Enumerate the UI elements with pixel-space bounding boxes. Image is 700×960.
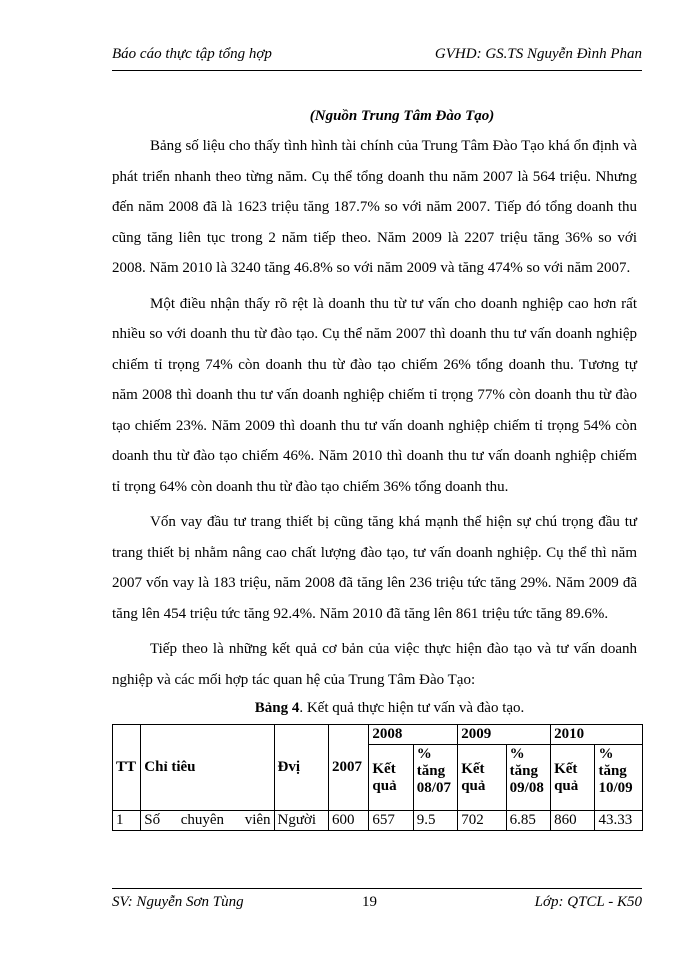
col-header-chitieu: Chỉ tiêu — [141, 725, 274, 811]
cell-tang-2008: 9.5 — [413, 811, 457, 831]
source-note: (Nguồn Trung Tâm Đào Tạo) — [309, 108, 495, 124]
footer-class: Lớp: QTCL - K50 — [534, 894, 642, 910]
paragraph-finance: Bảng số liệu cho thấy tình hình tài chính của Trung Tâm Đào Tạo khá ổn định và phát triển nhanh theo từng năm. Cụ thể tổng doanh thu năm 2007 là 564 triệu. Nhưng đến năm 2008 đã là 1623 triệu tăng 187.7% so với năm 2007. Tiếp đó tổng doanh thu cũng tăng liên tục trong 2 năm tiếp theo. Năm 2009 là 2207 triệu tăng 36% so với 2008. Năm 2010 là 3240 tăng 46.8% so với năm 2009 và tăng 474% so với năm 2007. — [112, 138, 637, 276]
col-header-2009: 2009 — [458, 725, 551, 745]
header-report-title: Báo cáo thực tập tổng hợp — [112, 46, 272, 62]
col-header-dvi: Đvị — [274, 725, 329, 811]
page-header — [112, 40, 642, 71]
sub-header-tang-0807: % tăng 08/07 — [413, 745, 457, 811]
cell-kq-2010: 860 — [551, 811, 595, 831]
col-header-2010: 2010 — [551, 725, 643, 745]
cell-tt: 1 — [113, 811, 141, 831]
col-header-2008: 2008 — [369, 725, 458, 745]
sub-header-ketqua-2008: Kết quả — [369, 745, 413, 811]
footer-student: SV: Nguyễn Sơn Tùng — [112, 894, 244, 910]
sub-header-ketqua-2009: Kết quả — [458, 745, 506, 811]
table-caption — [112, 700, 637, 724]
cell-kq-2008: 657 — [369, 811, 413, 831]
page-number: 19 — [362, 894, 377, 910]
results-table — [112, 724, 643, 831]
col-header-tt: TT — [113, 725, 141, 811]
table-caption-text: . Kết quả thực hiện tư vấn và đào tạo. — [299, 700, 525, 716]
col-header-2007: 2007 — [329, 725, 369, 811]
table-header-row-years — [113, 725, 643, 745]
cell-kq-2009: 702 — [458, 811, 506, 831]
sub-header-tang-1009: % tăng 10/09 — [595, 745, 643, 811]
sub-header-ketqua-2010: Kết quả — [551, 745, 595, 811]
paragraph-loans: Vốn vay đầu tư trang thiết bị cũng tăng khá mạnh thể hiện sự chú trọng đầu tư trang thiết bị nhằm nâng cao chất lượng đào tạo, tư vấn doanh nghiệp. Cụ thể thì năm 2007 vốn vay là 183 triệu, năm 2008 đã tăng lên 236 triệu tức tăng 29%. Năm 2009 đã tăng lên 454 triệu tức tăng 92.4%. Năm 2010 đã tăng lên 861 triệu tức tăng 89.6%. — [112, 514, 637, 622]
table-row — [113, 811, 643, 831]
paragraph-revenue-share: Một điều nhận thấy rõ rệt là doanh thu từ tư vấn cho doanh nghiệp cao hơn rất nhiều so với doanh thu từ đào tạo. Cụ thể năm 2007 thì doanh thu tư vấn doanh nghiệp chiếm tỉ trọng 74% còn doanh thu từ đào tạo chiếm 26% tổng doanh thu. Tương tự năm 2008 thì doanh thu tư vấn doanh nghiệp chiếm tỉ trọng 77% còn doanh thu từ đào tạo chiếm 23%. Năm 2009 thì doanh thu tư vấn doanh nghiệp chiếm tỉ trọng 54% còn doanh thu từ đào tạo chiếm 46%. Năm 2010 thì doanh thu tư vấn doanh nghiệp chiếm tỉ trọng 64% còn doanh thu từ đào tạo chiếm 36% tổng doanh thu. — [112, 295, 637, 495]
paragraph-intro-table: Tiếp theo là những kết quả cơ bản của việc thực hiện đào tạo và tư vấn doanh nghiệp và các mối hợp tác quan hệ của Trung Tâm Đào Tạo: — [112, 641, 637, 688]
table-caption-label: Bảng 4 — [254, 700, 300, 716]
cell-2007: 600 — [329, 811, 369, 831]
page-footer — [112, 888, 642, 913]
cell-tang-2009: 6.85 — [506, 811, 550, 831]
page-content — [112, 108, 637, 831]
header-supervisor: GVHD: GS.TS Nguyễn Đình Phan — [434, 46, 642, 62]
cell-chitieu: Số chuyên viên — [141, 811, 274, 831]
sub-header-tang-0908: % tăng 09/08 — [506, 745, 550, 811]
cell-tang-2010: 43.33 — [595, 811, 643, 831]
cell-dvi: Người — [274, 811, 329, 831]
